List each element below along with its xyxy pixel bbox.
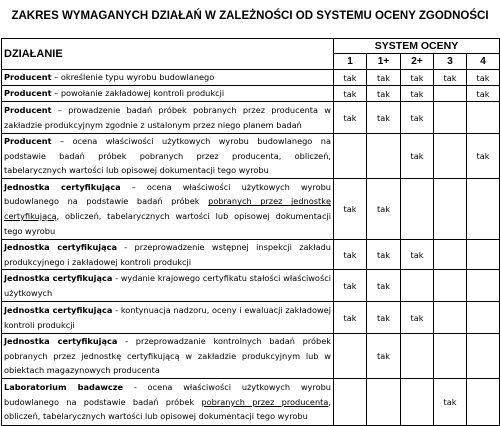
actor-label: Jednostka certyfikująca [4,305,113,316]
requirements-table [1,38,500,426]
system-column-header: 3 [434,54,467,70]
requirement-mark [467,334,500,379]
activity-text: – ocena właściwości użytkowych wyrobu budowlanego na podstawie badań próbek [4,181,331,207]
system-column-header: 4 [467,54,500,70]
requirement-mark [334,134,367,179]
requirement-mark: tak [401,134,434,179]
table-row [2,86,500,102]
actor-label: Producent [4,136,52,147]
requirement-mark: tak [401,240,434,270]
activity-text-underlined: pobranych przez jednostkę certyfikującą [4,196,331,221]
requirement-mark [367,379,401,426]
requirement-mark [467,302,500,334]
requirement-mark: tak [434,70,467,86]
requirement-mark: tak [401,86,434,102]
table-row [2,179,500,240]
actor-label: Laboratorium badawcze [4,382,124,393]
activity-text: - kontynuacja nadzoru, oceny i ewaluacji zakładowej kontroli produkcji [4,305,331,330]
requirement-mark: tak [367,102,401,134]
document-title: ZAKRES WYMAGANYCH DZIAŁAŃ W ZALEŻNOŚCI OD SYSTEMU OCENY ZGODNOŚCI [11,10,489,22]
requirement-mark [434,179,467,240]
requirement-mark [434,334,467,379]
table-row [2,70,500,86]
requirement-mark [467,379,500,426]
requirement-mark [401,379,434,426]
table-row [2,270,500,302]
requirement-mark: tak [334,270,367,302]
activity-text: – prowadzenie badań próbek pobranych przez producenta w zakładzie produkcyjnym zgodnie z ustalonym przez niego planem badań [4,104,331,130]
requirement-mark [467,270,500,302]
requirement-mark: tak [334,102,367,134]
activity-cell [2,379,334,426]
requirement-mark: tak [467,134,500,179]
activity-text: – powołanie zakładowej kontroli produkcji [51,88,225,99]
requirement-mark [401,179,434,240]
requirement-mark [434,134,467,179]
requirement-mark [334,334,367,379]
system-column-header: 2+ [401,54,434,70]
activity-text: , obliczeń, tabelarycznych wartości lub opisowej dokumentacji tego wyrobu [4,396,331,422]
requirement-mark: tak [467,70,500,86]
table-row [2,240,500,270]
activity-text: - przeprowadzanie kontrolnych badań próbek pobranych przez jednostkę certyfikującą w zakładzie produkcyjnym lub w obiektach magazynowych producenta [4,336,331,376]
actor-label: Producent [4,104,52,115]
activity-cell [2,179,334,240]
activity-cell [2,70,334,86]
activity-cell [2,334,334,379]
requirement-mark: tak [367,86,401,102]
requirement-mark: tak [367,179,401,240]
table-row [2,302,500,334]
requirement-mark: tak [367,270,401,302]
requirement-mark [467,240,500,270]
requirement-mark: tak [367,70,401,86]
table-row [2,134,500,179]
requirement-mark [467,102,500,134]
requirement-mark [401,270,434,302]
system-column-header: 1+ [367,54,401,70]
activity-text-underlined: pobranych przez producenta [201,396,329,407]
activity-cell [2,270,334,302]
requirement-mark: tak [401,102,434,134]
actor-label: Jednostka certyfikująca [4,242,117,252]
table-row [2,334,500,379]
requirement-mark [467,179,500,240]
actor-label: Jednostka certyfikująca [4,336,118,347]
activity-text: - przeprowadzenie wstępnej inspekcji zakładu produkcyjnego i zakładowej kontroli produkcji [4,242,331,267]
requirement-mark: tak [334,179,367,240]
requirement-mark [434,302,467,334]
requirement-mark [434,102,467,134]
table-row [2,379,500,426]
requirement-mark: tak [401,70,434,86]
requirement-mark: tak [367,240,401,270]
activity-cell [2,240,334,270]
requirement-mark [334,379,367,426]
requirement-mark: tak [401,302,434,334]
requirement-mark [434,240,467,270]
activity-text: , obliczeń, tabelarycznych wartości lub opisowej dokumentacji tego wyrobu [4,211,331,236]
requirement-mark [434,86,467,102]
activity-column-header: DZIAŁANIE [2,39,334,70]
activity-text: - ocena właściwości użytkowych wyrobu budowlanego na podstawie badań próbek [4,382,331,407]
actor-label: Jednostka certyfikująca [4,273,113,284]
requirement-mark [367,134,401,179]
requirement-mark: tak [334,302,367,334]
activity-cell [2,102,334,134]
actor-label: Producent [4,88,52,99]
activity-cell [2,302,334,334]
system-group-header: SYSTEM OCENY [334,39,500,54]
requirement-mark [401,334,434,379]
actor-label: Jednostka certyfikująca [4,181,121,192]
table-row [2,102,500,134]
requirement-mark: tak [334,240,367,270]
requirement-mark [434,270,467,302]
activity-cell [2,134,334,179]
actor-label: Producent [4,72,52,83]
activity-text: – ocena właściwości użytkowych wyrobu budowlanego na podstawie badań próbek pobranych przez producenta, obliczeń, tabelarycznych wartości lub opisowej dokumentacji tego wyrobu [4,136,331,176]
requirement-mark: tak [334,70,367,86]
requirement-mark: tak [334,86,367,102]
requirement-mark: tak [367,302,401,334]
requirement-mark: tak [367,334,401,379]
requirement-mark: tak [467,86,500,102]
system-column-header: 1 [334,54,367,70]
activity-text: - wydanie krajowego certyfikatu stałości właściwości użytkowych [4,273,331,298]
requirement-mark: tak [434,379,467,426]
activity-cell [2,86,334,102]
activity-text: – określenie typu wyrobu budowlanego [51,72,215,83]
